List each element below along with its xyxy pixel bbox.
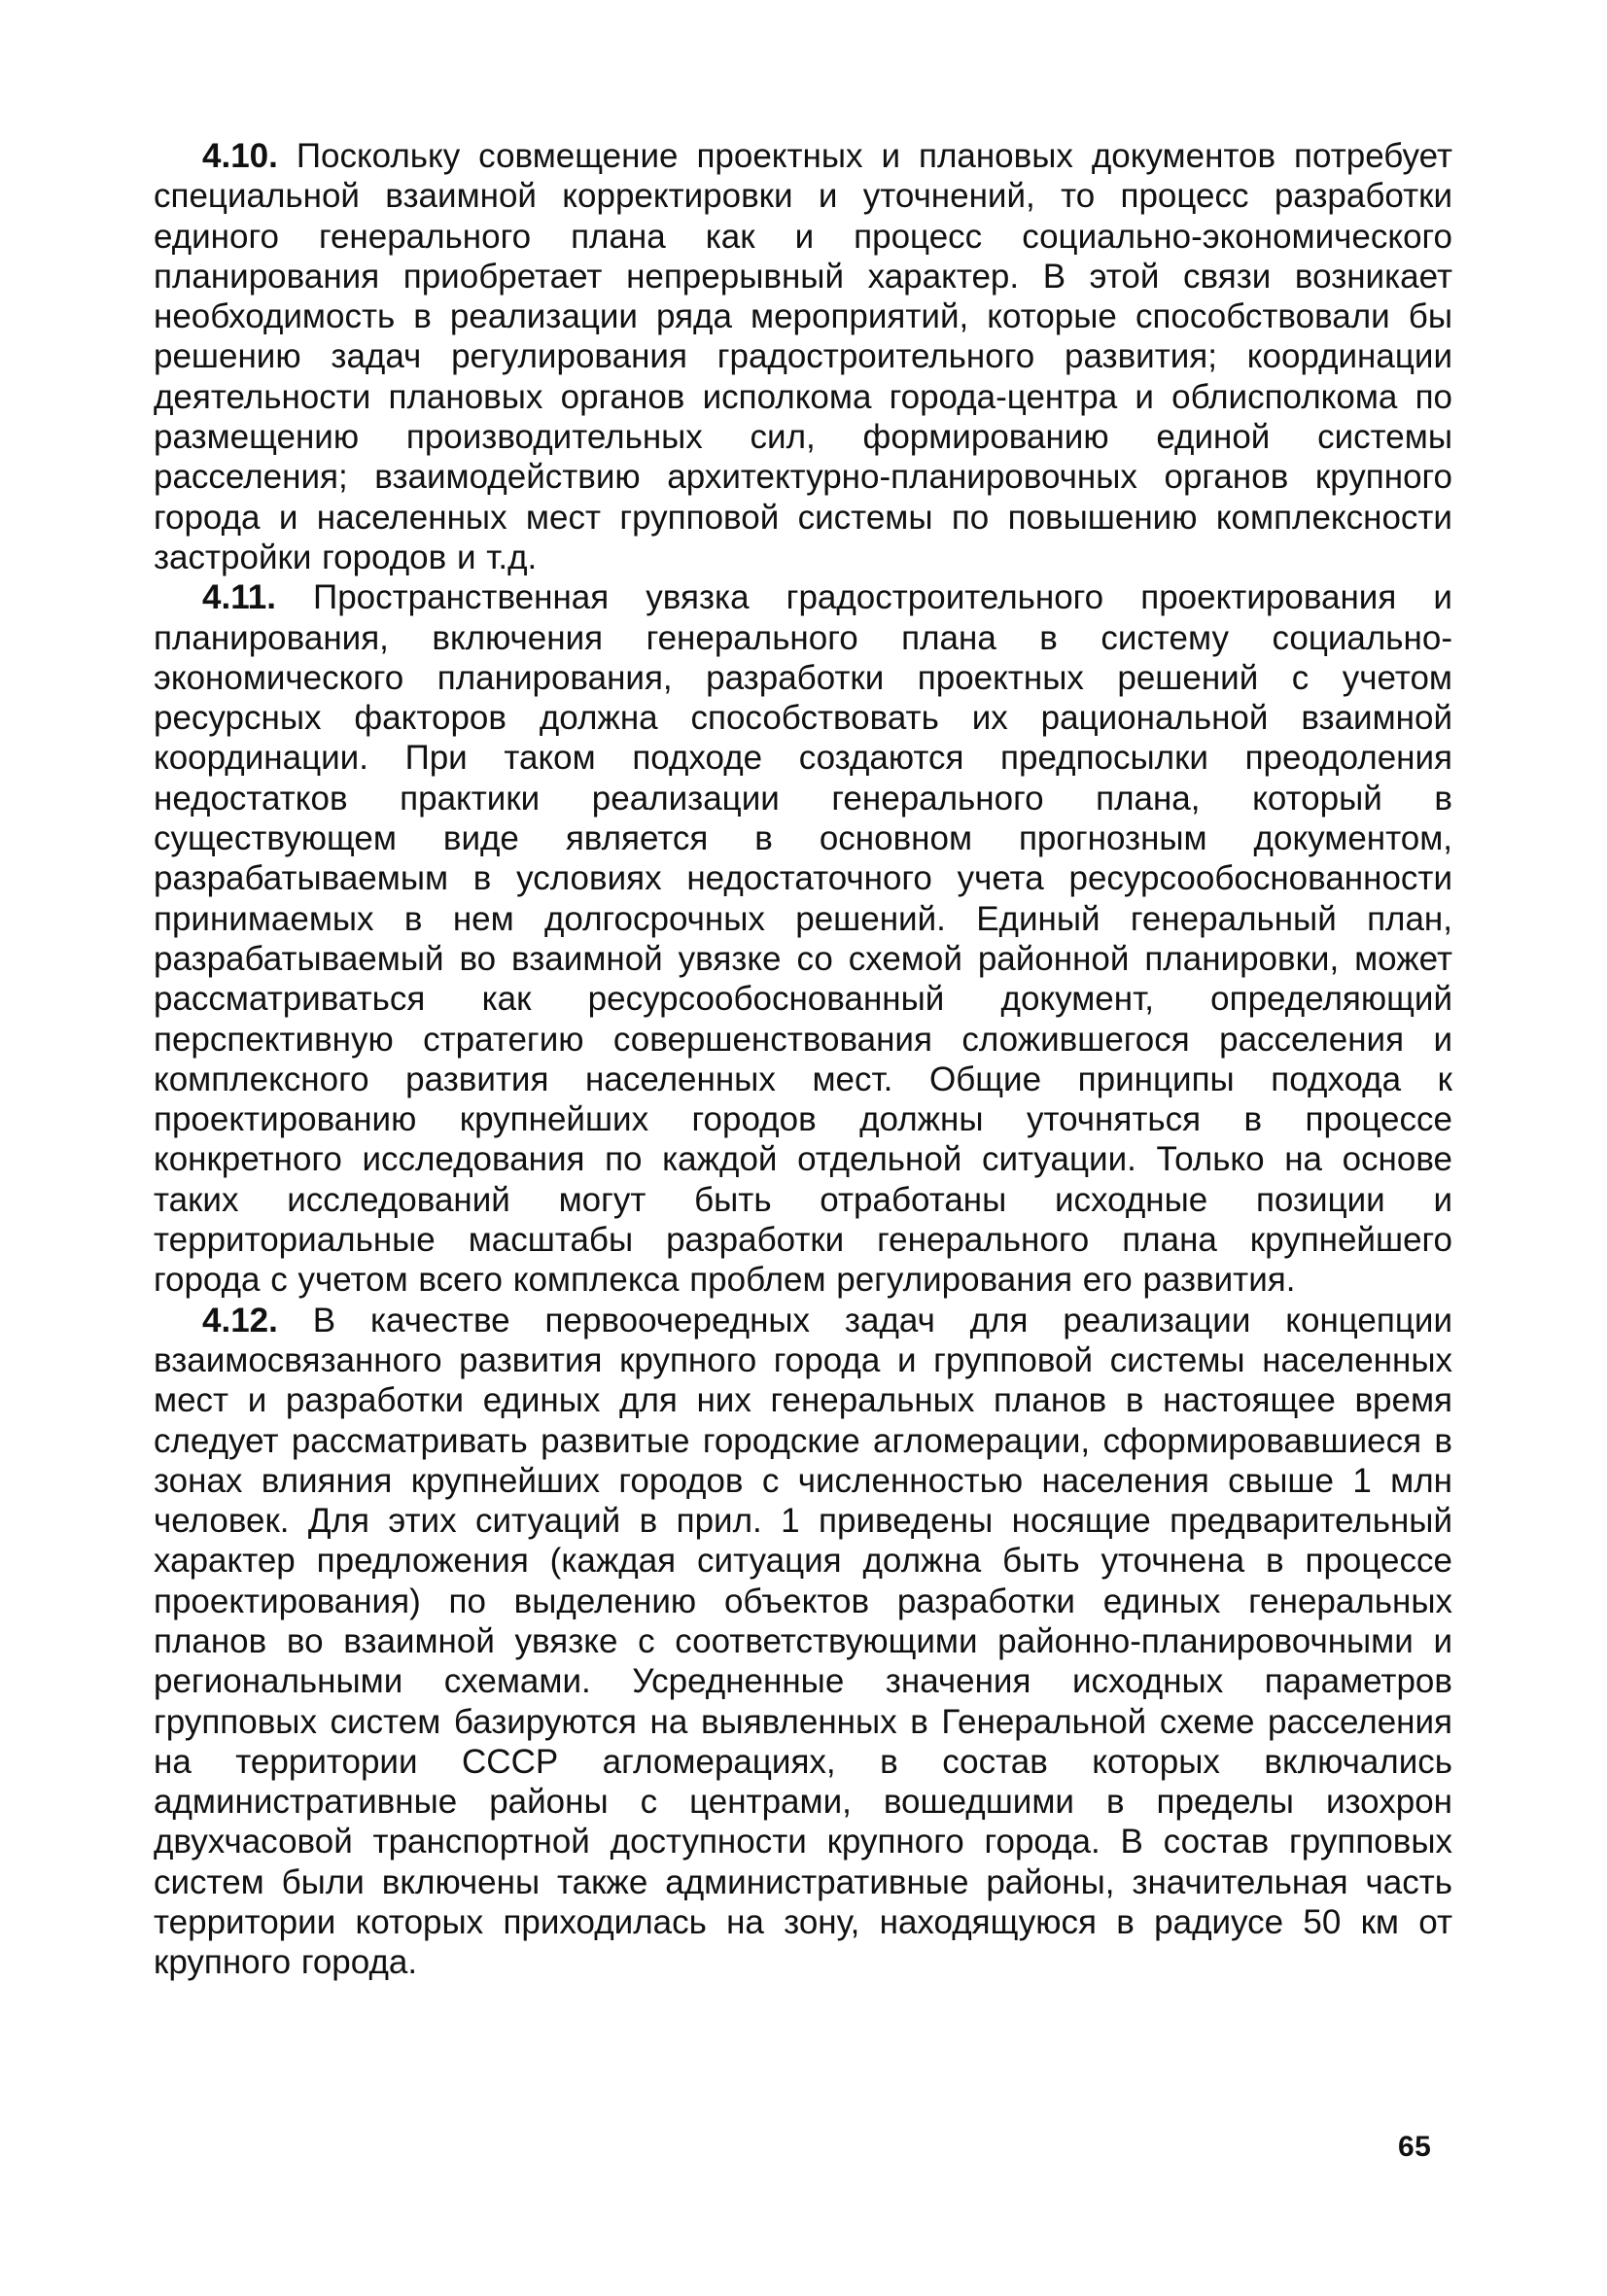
page-number: 65 [1398,2131,1432,2163]
paragraph-number: 4.10. [202,137,278,175]
paragraph-number: 4.12. [202,1301,278,1339]
paragraph-4-11 [154,577,1452,1300]
paragraph-4-12 [154,1301,1452,1983]
paragraph-number: 4.11. [202,578,276,617]
body-text [154,136,1452,1983]
paragraph-text: В качестве первоочередных задач для реализации концепции взаимосвязанного развития крупного города и групповой системы населенных мест и разработки единых для них генеральных планов в настоящее время следует рассматривать развитые городские агломерации, сформировавшиеся в зонах влияния крупнейших городов с численностью населения свыше 1 млн человек. Для этих ситуаций в прил. 1 приведены носящие предварительный характер предложения (каждая ситуация должна быть уточнена в процессе проектирования) по выделению объектов разработки единых генеральных планов во взаимной увязке с соответствующими районно-планировочными и региональными схемами. Усредненные значения исходных параметров групповых систем базируются на выявленных в Генеральной схеме расселения на территории СССР агломерациях, в состав которых включались административные районы с центрами, вошедшими в пределы изохрон двухчасовой транспортной доступности крупного города. В состав групповых систем были включены также административные районы, значительная часть территории которых приходилась на зону, находящуюся в радиусе 50 км от крупного города. [154,1301,1452,1982]
paragraph-4-10 [154,136,1452,577]
paragraph-text: Поскольку совмещение проектных и плановых документов потребует специальной взаимной корректировки и уточнений, то процесс разработки единого генерального плана как и процесс социально-экономического планирования приобретает непрерывный характер. В этой связи возникает необходимость в реализации ряда мероприятий, которые способствовали бы решению задач регулирования градостроительного развития; координации деятельности плановых органов исполкома города-центра и облисполкома по размещению производительных сил, формированию единой системы расселения; взаимодействию архитектурно-планировочных органов крупного города и населенных мест групповой системы по повышению комплексности застройки городов и т.д. [154,137,1452,576]
paragraph-text: Пространственная увязка градостроительного проектирования и планирования, включения генерального плана в систему социально-экономического планирования, разработки проектных решений с учетом ресурсных факторов должна способствовать их рациональной взаимной координации. При таком подходе создаются предпосылки преодоления недостатков практики реализации генерального плана, который в существующем виде является в основном прогнозным документом, разрабатываемым в условиях недостаточного учета ресурсообоснованности принимаемых в нем долгосрочных решений. Единый генеральный план, разрабатываемый во взаимной увязке со схемой районной планировки, может рассматриваться как ресурсообоснованный документ, определяющий перспективную стратегию совершенствования сложившегося расселения и комплексного развития населенных мест. Общие принципы подхода к проектированию крупнейших городов должны уточняться в процессе конкретного исследования по каждой отдельной ситуации. Только на основе таких исследований могут быть отработаны исходные позиции и территориальные масштабы разработки генерального плана крупнейшего города с учетом всего комплекса проблем регулирования его развития. [154,578,1452,1300]
